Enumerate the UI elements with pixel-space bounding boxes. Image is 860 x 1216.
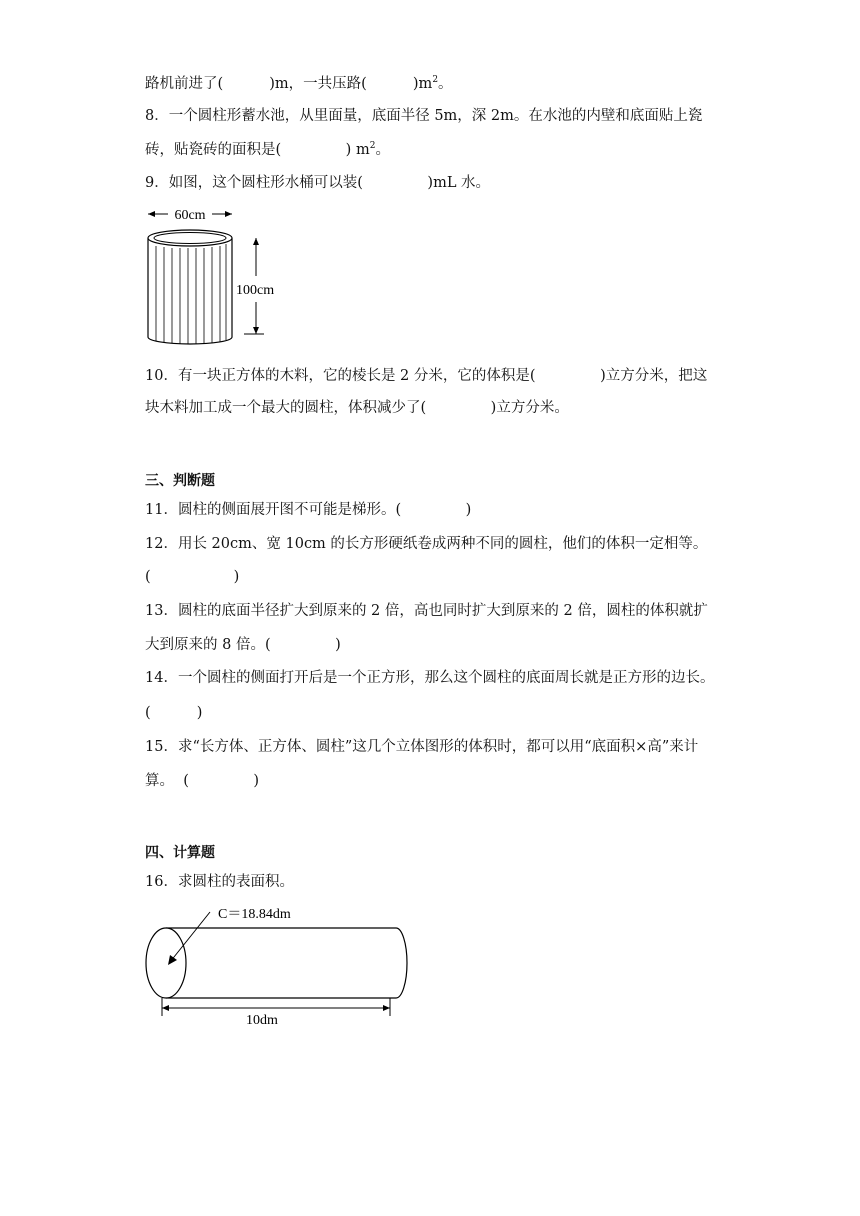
q7-tail-line: 路机前进了( )m，一共压路( )$m^2$。 — [145, 75, 453, 92]
q16-circumference-label: C＝18.84dm — [218, 907, 291, 922]
q8-line-2: 砖，贴瓷砖的面积是( ) $m^2$。 — [145, 141, 390, 158]
q12-line-2: ( ) — [145, 569, 240, 585]
q9-width-label: 60cm — [174, 208, 206, 223]
q16-cylinder-figure — [140, 898, 420, 1030]
q13-line-1: 13．圆柱的底面半径扩大到原来的 2 倍，高也同时扩大到原来的 2 倍，圆柱的体积就扩 — [145, 603, 708, 619]
q9-cylinder-figure — [140, 200, 300, 350]
q12-line-1: 12．用长 20cm、宽 10cm 的长方形硬纸卷成两种不同的圆柱，他们的体积一定相等。 — [145, 536, 708, 552]
section-3-title: 三、判断题 — [145, 473, 215, 489]
q9-height-label: 100cm — [236, 283, 275, 298]
q16-line: 16．求圆柱的表面积。 — [145, 874, 294, 890]
q11-line: 11．圆柱的侧面展开图不可能是梯形。( ) — [145, 502, 472, 518]
q10-line-1: 10．有一块正方体的木料，它的棱长是 2 分米，它的体积是( )立方分米，把这 — [145, 368, 708, 384]
section-4-title: 四、计算题 — [145, 845, 215, 861]
q8-line-1: 8．一个圆柱形蓄水池，从里面量，底面半径 5m，深 2m。在水池的内壁和底面贴上瓷 — [145, 108, 703, 124]
q15-line-2: 算。 ( ) — [145, 773, 260, 789]
q16-length-label: 10dm — [246, 1013, 278, 1028]
q10-line-2: 块木料加工成一个最大的圆柱，体积减少了( )立方分米。 — [145, 400, 569, 416]
q14-line-2: ( ) — [145, 705, 203, 721]
q9-line-1: 9．如图，这个圆柱形水桶可以装( )mL 水。 — [145, 175, 491, 191]
q13-line-2: 大到原来的 8 倍。( ) — [145, 637, 341, 653]
q14-line-1: 14．一个圆柱的侧面打开后是一个正方形，那么这个圆柱的底面周长就是正方形的边长。 — [145, 670, 715, 686]
q15-line-1: 15．求“长方体、正方体、圆柱”这几个立体图形的体积时，都可以用“底面积×高”来计 — [145, 739, 699, 755]
